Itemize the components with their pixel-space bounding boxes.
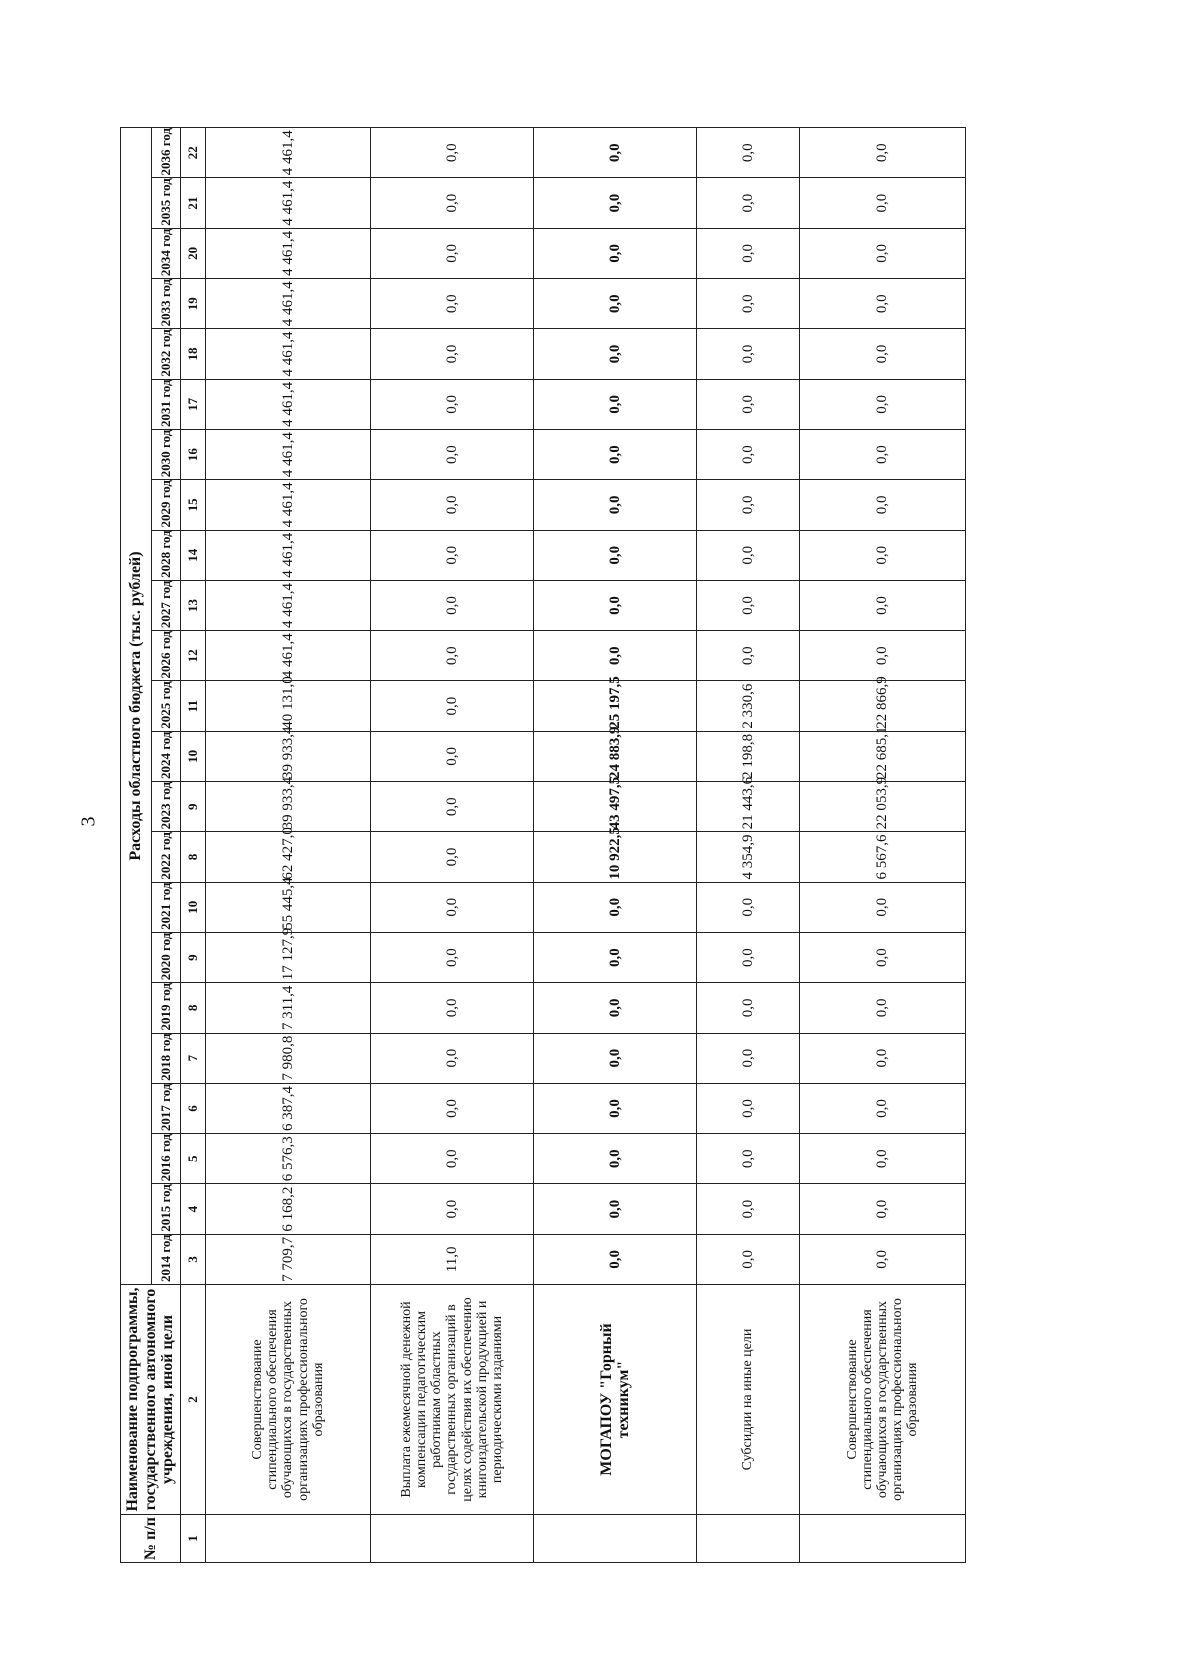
header-column-number: 8 [181, 832, 206, 882]
value-cell: 0,0 [371, 983, 534, 1033]
header-year: 2021 год [152, 882, 181, 932]
value-cell: 0,0 [371, 429, 534, 479]
value-cell: 22 053,9 [800, 782, 966, 832]
header-year: 2036 год [152, 128, 181, 178]
value-cell: 6 168,2 [206, 1184, 371, 1234]
value-cell: 0,0 [534, 480, 697, 530]
value-cell: 0,0 [371, 832, 534, 882]
header-year: 2027 год [152, 580, 181, 630]
value-cell: 10 922,5 [534, 832, 697, 882]
value-cell: 0,0 [697, 631, 800, 681]
row-number-cell [800, 1515, 966, 1563]
header-column-number: 3 [181, 1234, 206, 1284]
value-cell: 0,0 [371, 228, 534, 278]
value-cell: 0,0 [697, 480, 800, 530]
row-name-cell: Совершенствование стипендиального обеспечения обучающихся в государственных организациях профессионального образования [206, 1285, 371, 1515]
value-cell: 4 354,9 [697, 832, 800, 882]
value-cell: 0,0 [800, 279, 966, 329]
value-cell: 0,0 [800, 932, 966, 982]
value-cell: 0,0 [534, 631, 697, 681]
row-number-cell [206, 1515, 371, 1563]
value-cell: 0,0 [800, 379, 966, 429]
value-cell: 7 709,7 [206, 1234, 371, 1284]
header-column-number: 7 [181, 1033, 206, 1083]
value-cell: 0,0 [800, 1083, 966, 1133]
value-cell: 0,0 [800, 178, 966, 228]
table-row [800, 128, 966, 1563]
value-cell: 0,0 [371, 932, 534, 982]
value-cell: 0,0 [800, 580, 966, 630]
value-cell: 0,0 [534, 178, 697, 228]
value-cell: 0,0 [800, 329, 966, 379]
value-cell: 39 933,4 [206, 731, 371, 781]
header-column-number: 9 [181, 782, 206, 832]
value-cell: 39 933,4 [206, 782, 371, 832]
header-column-number: 10 [181, 882, 206, 932]
value-cell: 0,0 [800, 429, 966, 479]
value-cell: 4 461,4 [206, 178, 371, 228]
value-cell: 0,0 [534, 1134, 697, 1184]
table-row [371, 128, 534, 1563]
header-column-number: 4 [181, 1184, 206, 1234]
header-row-column-numbers [181, 128, 206, 1563]
value-cell: 4 461,4 [206, 580, 371, 630]
header-year: 2018 год [152, 1033, 181, 1083]
header-year: 2015 год [152, 1184, 181, 1234]
header-year: 2029 год [152, 480, 181, 530]
value-cell: 17 127,9 [206, 932, 371, 982]
value-cell: 0,0 [534, 279, 697, 329]
value-cell: 0,0 [534, 882, 697, 932]
value-cell: 0,0 [800, 1184, 966, 1234]
row-number-cell [697, 1515, 800, 1563]
value-cell: 0,0 [697, 1184, 800, 1234]
value-cell: 0,0 [371, 631, 534, 681]
row-name-cell: Совершенствование стипендиального обеспечения обучающихся в государственных организациях профессионального образования [800, 1285, 966, 1515]
value-cell: 0,0 [697, 1134, 800, 1184]
value-cell: 0,0 [534, 228, 697, 278]
value-cell: 11,0 [371, 1234, 534, 1284]
header-year: 2016 год [152, 1134, 181, 1184]
value-cell: 0,0 [800, 983, 966, 1033]
header-column-number: 12 [181, 631, 206, 681]
value-cell: 0,0 [697, 178, 800, 228]
row-number-cell [534, 1515, 697, 1563]
value-cell: 55 445,4 [206, 882, 371, 932]
value-cell: 0,0 [697, 128, 800, 178]
header-year: 2025 год [152, 681, 181, 731]
value-cell: 4 461,4 [206, 530, 371, 580]
value-cell: 4 461,4 [206, 379, 371, 429]
row-number-cell [371, 1515, 534, 1563]
header-column-number: 13 [181, 580, 206, 630]
header-number: № п/п [121, 1515, 181, 1563]
value-cell: 6 576,3 [206, 1134, 371, 1184]
header-name: Наименование подпрограммы, государственного автономного учреждения, иной цели [121, 1285, 181, 1515]
value-cell: 4 461,4 [206, 480, 371, 530]
value-cell: 0,0 [371, 1033, 534, 1083]
value-cell: 0,0 [697, 1033, 800, 1083]
value-cell: 0,0 [534, 128, 697, 178]
value-cell: 0,0 [371, 379, 534, 429]
header-column-number: 19 [181, 279, 206, 329]
value-cell: 4 461,4 [206, 279, 371, 329]
value-cell: 4 461,4 [206, 128, 371, 178]
value-cell: 0,0 [800, 631, 966, 681]
header-year: 2034 год [152, 228, 181, 278]
value-cell: 0,0 [534, 329, 697, 379]
value-cell: 0,0 [371, 178, 534, 228]
value-cell: 0,0 [371, 329, 534, 379]
value-cell: 0,0 [534, 1083, 697, 1133]
value-cell: 0,0 [371, 731, 534, 781]
value-cell: 0,0 [800, 228, 966, 278]
header-column-number: 10 [181, 731, 206, 781]
value-cell: 0,0 [697, 379, 800, 429]
value-cell: 24 883,9 [534, 731, 697, 781]
header-year: 2030 год [152, 429, 181, 479]
value-cell: 0,0 [371, 1184, 534, 1234]
header-year: 2035 год [152, 178, 181, 228]
header-column-number: 20 [181, 228, 206, 278]
header-year: 2024 год [152, 731, 181, 781]
value-cell: 0,0 [371, 681, 534, 731]
header-year: 2031 год [152, 379, 181, 429]
header-expenses-group: Расходы областного бюджета (тыс. рублей) [121, 128, 152, 1285]
row-name-cell: Выплата ежемесячной денежной компенсации педагогическим работникам областных государственных организаций в целях содействия их обеспечению книгоиздательской продукцией и периодическими изданиями [371, 1285, 534, 1515]
header-column-number: 14 [181, 530, 206, 580]
header-year: 2022 год [152, 832, 181, 882]
value-cell: 0,0 [800, 530, 966, 580]
row-name-cell: МОГАПОУ "Горный техникум" [534, 1285, 697, 1515]
value-cell: 0,0 [800, 1033, 966, 1083]
table-row [534, 128, 697, 1563]
value-cell: 7 311,4 [206, 983, 371, 1033]
value-cell: 0,0 [800, 128, 966, 178]
value-cell: 0,0 [371, 480, 534, 530]
row-name-cell: Субсидии на иные цели [697, 1285, 800, 1515]
header-year: 2032 год [152, 329, 181, 379]
value-cell: 40 131,0 [206, 681, 371, 731]
header-year: 2033 год [152, 279, 181, 329]
value-cell: 0,0 [800, 480, 966, 530]
header-column-number: 21 [181, 178, 206, 228]
value-cell: 0,0 [371, 882, 534, 932]
value-cell: 6 567,6 [800, 832, 966, 882]
header-column-number: 18 [181, 329, 206, 379]
header-column-number: 17 [181, 379, 206, 429]
value-cell: 0,0 [697, 228, 800, 278]
header-column-number: 9 [181, 932, 206, 982]
value-cell: 0,0 [697, 882, 800, 932]
value-cell: 4 461,4 [206, 631, 371, 681]
value-cell: 2 198,8 [697, 731, 800, 781]
value-cell: 0,0 [800, 882, 966, 932]
value-cell: 0,0 [534, 530, 697, 580]
value-cell: 0,0 [697, 429, 800, 479]
header-year: 2023 год [152, 782, 181, 832]
value-cell: 0,0 [371, 1083, 534, 1133]
header-column-number: 11 [181, 681, 206, 731]
table-row [697, 128, 800, 1563]
header-year: 2020 год [152, 932, 181, 982]
value-cell: 0,0 [534, 1033, 697, 1083]
value-cell: 0,0 [534, 983, 697, 1033]
value-cell: 0,0 [697, 530, 800, 580]
value-cell: 0,0 [534, 1184, 697, 1234]
value-cell: 0,0 [371, 580, 534, 630]
value-cell: 0,0 [697, 983, 800, 1033]
header-year: 2014 год [152, 1234, 181, 1284]
value-cell: 7 980,8 [206, 1033, 371, 1083]
value-cell: 0,0 [371, 128, 534, 178]
value-cell: 0,0 [697, 580, 800, 630]
value-cell: 4 461,4 [206, 228, 371, 278]
value-cell: 0,0 [697, 1234, 800, 1284]
header-column-number: 5 [181, 1134, 206, 1184]
header-column-number: 6 [181, 1083, 206, 1133]
header-column-number: 15 [181, 480, 206, 530]
value-cell: 0,0 [697, 329, 800, 379]
value-cell: 22 685,1 [800, 731, 966, 781]
rotated-table-container [120, 128, 1034, 1563]
budget-table [120, 127, 966, 1563]
header-year: 2017 год [152, 1083, 181, 1133]
value-cell: 6 387,4 [206, 1083, 371, 1133]
value-cell: 0,0 [534, 580, 697, 630]
value-cell: 0,0 [800, 1234, 966, 1284]
header-column-number: 2 [181, 1285, 206, 1515]
value-cell: 22 866,9 [800, 681, 966, 731]
value-cell: 0,0 [371, 782, 534, 832]
value-cell: 0,0 [534, 1234, 697, 1284]
header-column-number: 1 [181, 1515, 206, 1563]
value-cell: 62 427,0 [206, 832, 371, 882]
value-cell: 4 461,4 [206, 429, 371, 479]
header-row-group [121, 128, 152, 1563]
value-cell: 0,0 [534, 932, 697, 982]
value-cell: 21 443,6 [697, 782, 800, 832]
header-column-number: 16 [181, 429, 206, 479]
value-cell: 0,0 [800, 1134, 966, 1184]
value-cell: 0,0 [697, 279, 800, 329]
value-cell: 0,0 [697, 932, 800, 982]
value-cell: 4 461,4 [206, 329, 371, 379]
value-cell: 25 197,5 [534, 681, 697, 731]
value-cell: 43 497,5 [534, 782, 697, 832]
page-number: 3 [77, 816, 100, 827]
header-year: 2026 год [152, 631, 181, 681]
value-cell: 0,0 [697, 1083, 800, 1133]
value-cell: 0,0 [534, 429, 697, 479]
value-cell: 0,0 [371, 1134, 534, 1184]
header-column-number: 22 [181, 128, 206, 178]
header-column-number: 8 [181, 983, 206, 1033]
header-year: 2028 год [152, 530, 181, 580]
rotated-table-area [120, 128, 1034, 1563]
value-cell: 0,0 [371, 530, 534, 580]
value-cell: 0,0 [371, 279, 534, 329]
value-cell: 0,0 [534, 379, 697, 429]
value-cell: 2 330,6 [697, 681, 800, 731]
table-row [206, 128, 371, 1563]
table-body [206, 128, 966, 1563]
header-year: 2019 год [152, 983, 181, 1033]
